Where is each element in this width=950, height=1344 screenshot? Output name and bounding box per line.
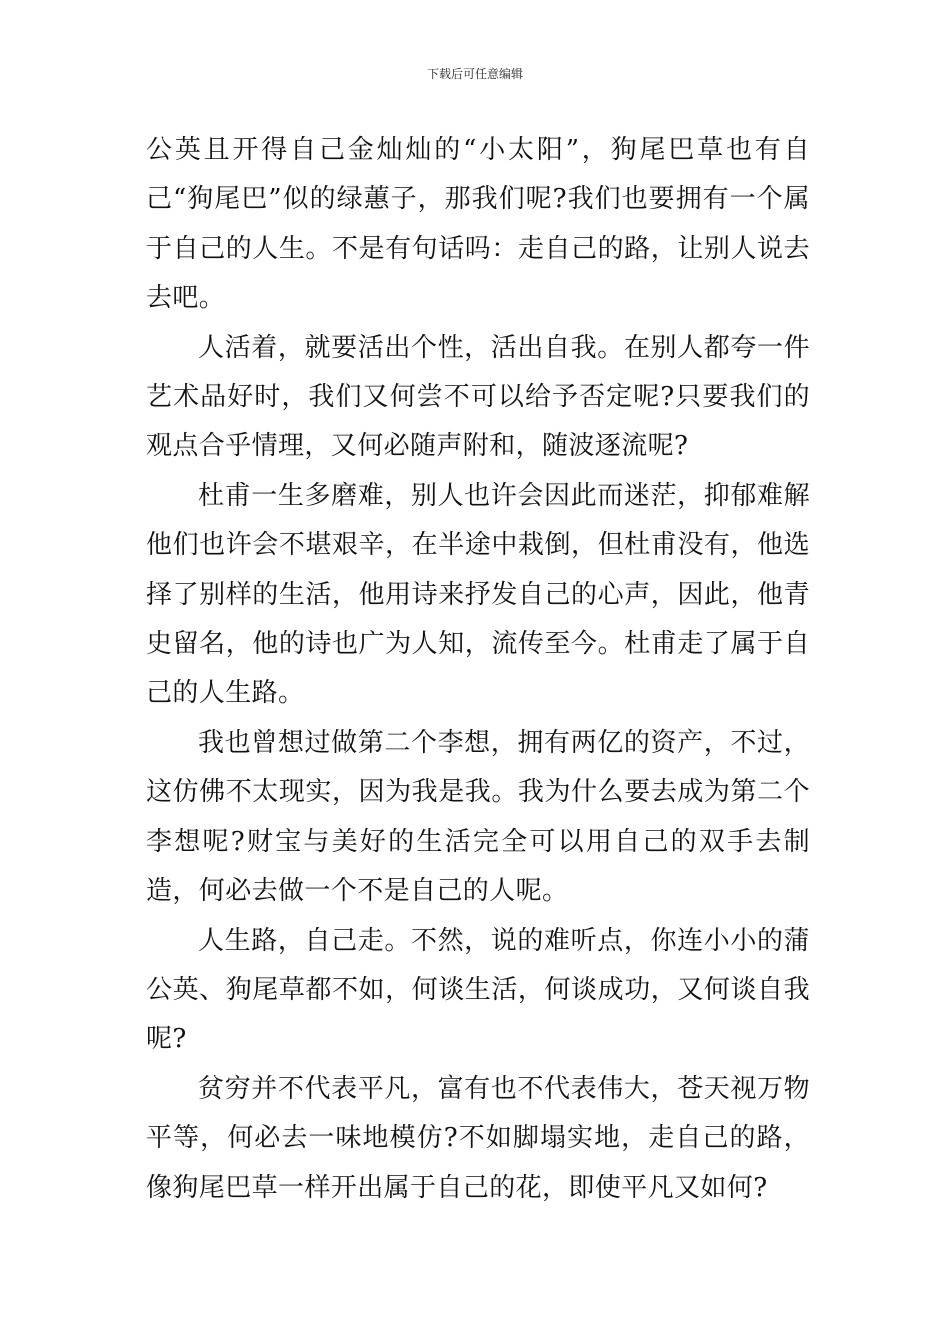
paragraph: 人活着，就要活出个性，活出自我。在别人都夸一件艺术品好时，我们又何尝不可以给予否定呢?只要我们的观点合乎情理，又何必随声附和，随波逐流呢? <box>146 332 810 462</box>
document-body <box>146 126 810 1213</box>
paragraph: 我也曾想过做第二个李想，拥有两亿的资产，不过，这仿佛不太现实，因为我是我。我为什么要去成为第二个李想呢?财宝与美好的生活完全可以用自己的双手去制造，何必去做一个不是自己的人呢。 <box>146 727 810 907</box>
paragraph: 杜甫一生多磨难，别人也许会因此而迷茫，抑郁难解他们也许会不堪艰辛，在半途中栽倒，但杜甫没有，他选择了别样的生活，他用诗来抒发自己的心声，因此，他青史留名，他的诗也广为人知，流传至今。杜甫走了属于自己的人生路。 <box>146 480 810 709</box>
paragraph: 人生路，自己走。不然，说的难听点，你连小小的蒲公英、狗尾草都不如，何谈生活，何谈成功，又何谈自我呢? <box>146 925 810 1055</box>
page-header: 下载后可任意编辑 <box>426 67 523 81</box>
paragraph-continuation: 公英且开得自己金灿灿的“小太阳”，狗尾巴草也有自己“狗尾巴”似的绿蕙子，那我们呢?我们也要拥有一个属于自己的人生。不是有句话吗：走自己的路，让别人说去去吧。 <box>146 135 810 314</box>
paragraph: 贫穷并不代表平凡，富有也不代表伟大，苍天视万物平等，何必去一味地模仿?不如脚塌实地，走自己的路，像狗尾巴草一样开出属于自己的花，即使平凡又如何? <box>146 1073 810 1203</box>
